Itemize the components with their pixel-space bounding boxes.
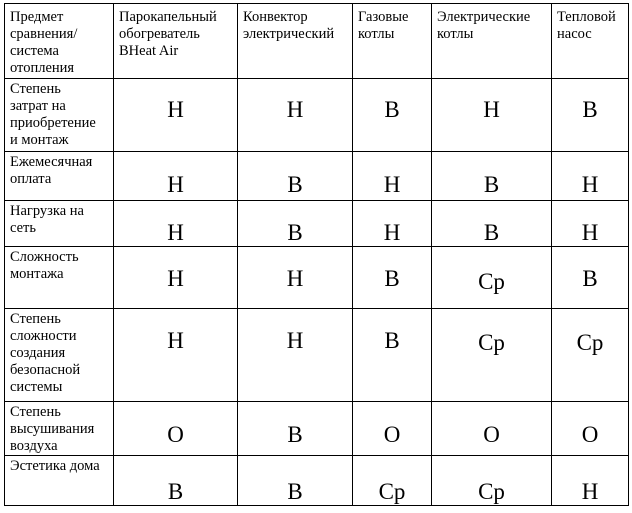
value-cell	[114, 152, 238, 201]
cell-value: В	[483, 172, 500, 197]
cell-value: Ср	[478, 479, 505, 504]
row-label-cell	[5, 456, 114, 506]
cell-value: Н	[383, 220, 401, 245]
row-label-cell	[5, 201, 114, 247]
cell-value: Ср	[378, 479, 406, 504]
cell-value: В	[287, 422, 303, 447]
row-label: Степень высушивания воздуха	[10, 404, 95, 454]
cell-value: О	[383, 422, 401, 447]
value-cell	[552, 79, 629, 152]
cell-value: Н	[581, 479, 599, 504]
cell-value: Н	[286, 266, 304, 291]
header-cell	[552, 4, 629, 79]
row-label-cell	[5, 309, 114, 402]
cell-value: Ср	[478, 269, 505, 294]
cell-value: Н	[581, 220, 599, 245]
value-cell	[353, 247, 432, 309]
cell-value: Н	[483, 97, 500, 122]
cell-value: Н	[286, 97, 304, 122]
header-cell	[432, 4, 552, 79]
table-row	[5, 201, 629, 247]
value-cell	[552, 309, 629, 402]
value-cell	[353, 152, 432, 201]
cell-value: В	[384, 97, 400, 122]
value-cell	[552, 247, 629, 309]
cell-value: О	[167, 422, 184, 447]
value-cell	[432, 201, 552, 247]
table-row	[5, 309, 629, 402]
value-cell	[238, 201, 353, 247]
cell-value: О	[581, 422, 599, 447]
value-cell	[238, 79, 353, 152]
value-cell	[353, 402, 432, 456]
header-text: Парокапельный обогреватель BHeat Air	[119, 9, 217, 59]
cell-value: Н	[167, 266, 184, 291]
row-label-cell	[5, 79, 114, 152]
value-cell	[353, 456, 432, 506]
header-cell	[238, 4, 353, 79]
row-label-cell	[5, 402, 114, 456]
cell-value: Н	[167, 328, 184, 353]
cell-value: Н	[167, 220, 184, 245]
value-cell	[114, 79, 238, 152]
header-text: Тепловой насос	[557, 9, 616, 42]
row-label: Нагрузка на сеть	[10, 203, 84, 236]
row-label: Эстетика дома	[10, 458, 100, 474]
header-text: Предмет сравнения/ система отопления	[10, 9, 78, 76]
value-cell	[114, 247, 238, 309]
table-row	[5, 402, 629, 456]
cell-value: Н	[167, 97, 184, 122]
row-label: Степень затрат на приобретение и монтаж	[10, 81, 96, 148]
value-cell	[552, 201, 629, 247]
value-cell	[114, 309, 238, 402]
cell-value: В	[582, 266, 598, 291]
table-row	[5, 79, 629, 152]
comparison-table	[4, 3, 629, 506]
value-cell	[432, 79, 552, 152]
value-cell	[552, 402, 629, 456]
value-cell	[432, 152, 552, 201]
cell-value: Н	[581, 172, 599, 197]
value-cell	[238, 152, 353, 201]
table-row	[5, 152, 629, 201]
cell-value: Н	[383, 172, 401, 197]
cell-value: В	[384, 328, 400, 353]
cell-value: В	[167, 479, 184, 504]
value-cell	[238, 456, 353, 506]
row-label-cell	[5, 152, 114, 201]
header-row	[5, 4, 629, 79]
value-cell	[238, 402, 353, 456]
cell-value: В	[287, 172, 303, 197]
row-label: Ежемесячная оплата	[10, 154, 93, 187]
cell-value: О	[483, 422, 500, 447]
cell-value: В	[287, 220, 303, 245]
cell-value: В	[483, 220, 500, 245]
value-cell	[432, 247, 552, 309]
cell-value: В	[582, 97, 598, 122]
value-cell	[353, 309, 432, 402]
value-cell	[238, 309, 353, 402]
value-cell	[353, 201, 432, 247]
row-label: Степень сложности создания безопасной системы	[10, 311, 81, 395]
value-cell	[552, 152, 629, 201]
table-row	[5, 456, 629, 506]
value-cell	[238, 247, 353, 309]
value-cell	[114, 456, 238, 506]
header-cell	[5, 4, 114, 79]
cell-value: В	[287, 479, 303, 504]
row-label: Сложность монтажа	[10, 249, 79, 282]
header-cell	[353, 4, 432, 79]
value-cell	[114, 201, 238, 247]
value-cell	[353, 79, 432, 152]
cell-value: В	[384, 266, 400, 291]
header-cell	[114, 4, 238, 79]
value-cell	[114, 402, 238, 456]
header-text: Конвектор электрический	[243, 9, 335, 42]
cell-value: Н	[286, 328, 304, 353]
value-cell	[432, 402, 552, 456]
value-cell	[552, 456, 629, 506]
cell-value: Ср	[478, 330, 505, 355]
cell-value: Ср	[576, 330, 604, 355]
value-cell	[432, 309, 552, 402]
table-row	[5, 247, 629, 309]
cell-value: Н	[167, 172, 184, 197]
row-label-cell	[5, 247, 114, 309]
header-text: Электрические котлы	[437, 9, 531, 42]
value-cell	[432, 456, 552, 506]
header-text: Газовые котлы	[358, 9, 409, 42]
